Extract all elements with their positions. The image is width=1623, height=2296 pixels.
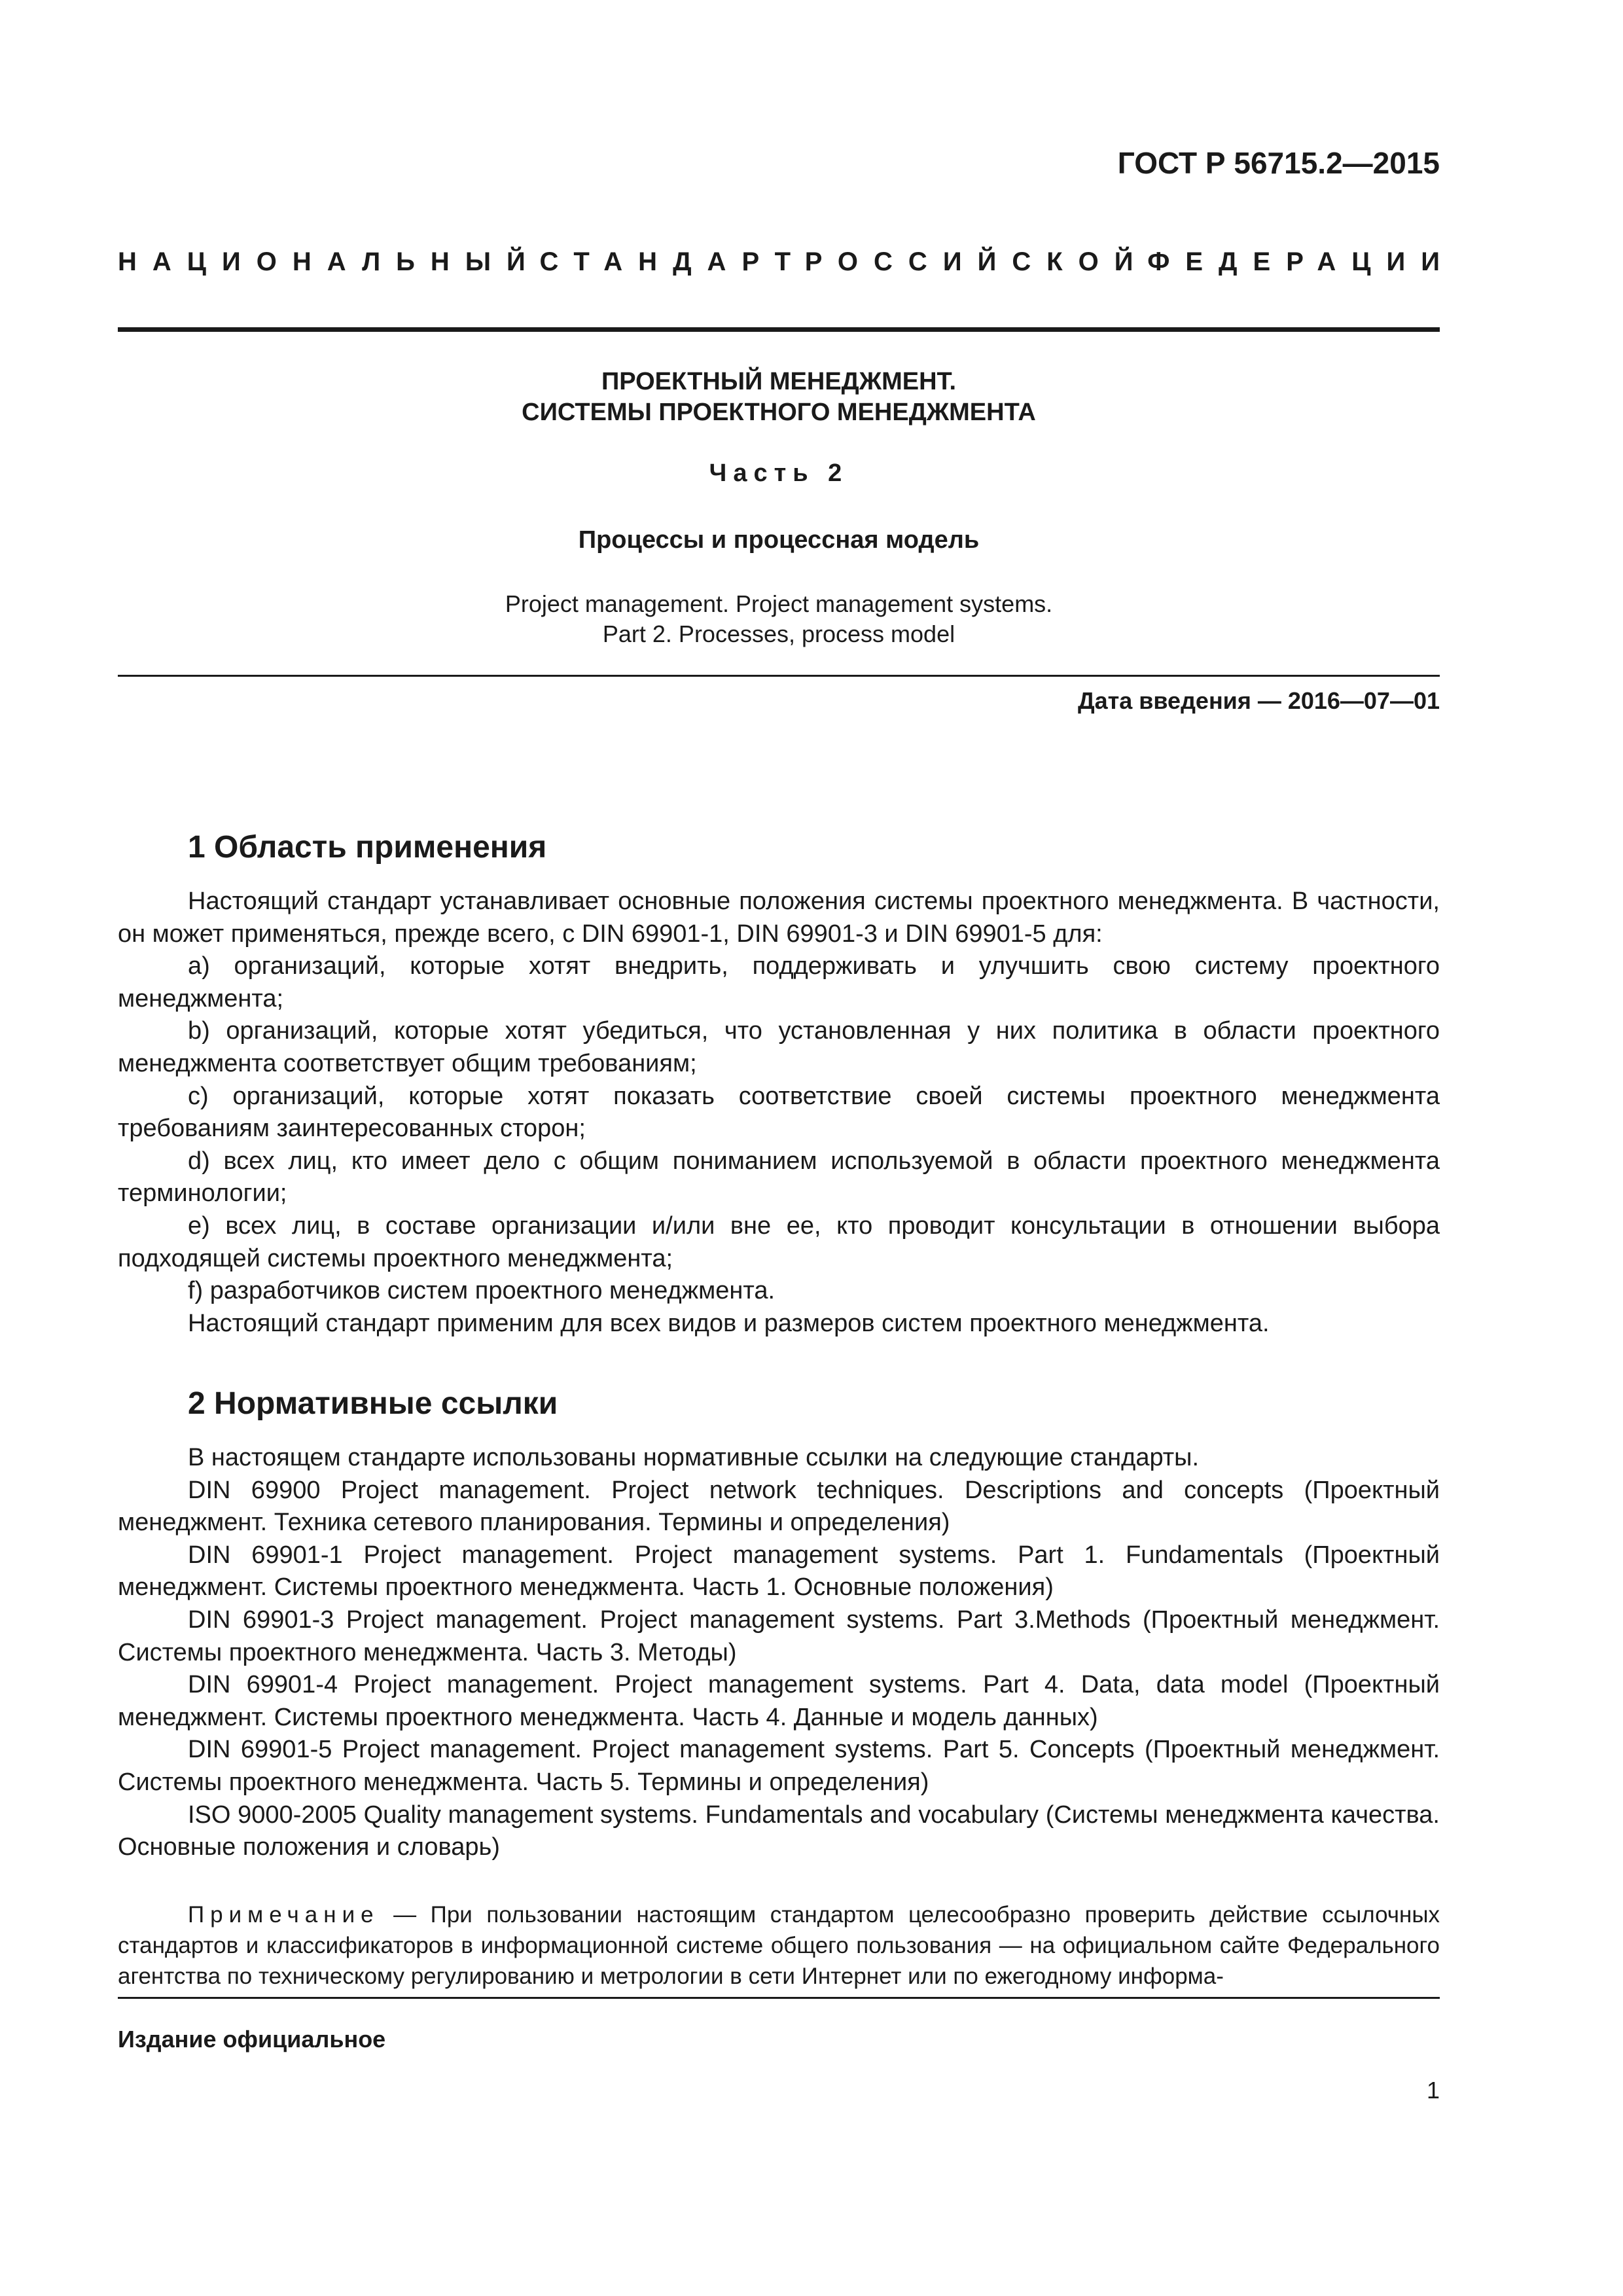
paragraph: Настоящий стандарт устанавливает основные положения системы проектного менеджмента. В частности, он может применяться, прежде всего, с DIN 69901-1, DIN 69901-3 и DIN 69901-5 для: [118,888,1440,948]
section-1-heading: 1 Область применения [188,830,547,865]
subtitle: Процессы и процессная модель [578,526,980,554]
footer-divider [118,1997,1440,1999]
reference-item: DIN 69900 Project management. Project network techniques. Descriptions and concepts (Проектный менеджмент. Техника сетевого планирования. Термины и определения) [118,1476,1440,1537]
paragraph: В настоящем стандарте использованы нормативные ссылки на следующие стандарты. [188,1444,1200,1471]
english-title-line-2: Part 2. Processes, process model [602,620,955,647]
document-code: ГОСТ Р 56715.2—2015 [1117,146,1440,180]
section-2-body [118,1442,1440,1864]
list-item: e) всех лиц, в составе организации и/или вне ее, кто проводит консультации в отношении выбора подходящей системы проектного менеджмента; [118,1211,1440,1272]
section-1-body [118,886,1440,1340]
reference-item: ISO 9000-2005 Quality management systems. Fundamentals and vocabulary (Системы менеджмента качества. Основные положения и словарь) [118,1801,1440,1861]
title-line-1: ПРОЕКТНЫЙ МЕНЕДЖМЕНТ. [601,368,957,395]
list-item: b) организаций, которые хотят убедиться, что установленная у них политика в области проектного менеджмента соответствует общим требованиям; [118,1017,1440,1077]
page-number: 1 [1426,2077,1440,2104]
list-item: f) разработчиков систем проектного менеджмента. [188,1277,776,1305]
part-label: Часть 2 [709,459,849,487]
list-item: c) организаций, которые хотят показать соответствие своей системы проектного менеджмента требованиям заинтересованных сторон; [118,1082,1440,1143]
introduction-date: Дата введения — 2016—07—01 [1077,687,1440,714]
banner-word: ФЕДЕРАЦИИ [1147,247,1455,276]
list-item: a) организаций, которые хотят внедрить, поддерживать и улучшить свою систему проектного менеджмента; [118,952,1440,1013]
note-text: — При пользовании настоящим стандартом целесообразно проверить действие ссылочных стандартов и классификаторов в информационной системе общего пользования — на официальном сайте Федерального агентства по техническому регулированию и метрологии в сети Интернет или по ежегодному информа- [118,1902,1440,1989]
reference-item: DIN 69901-1 Project management. Project management systems. Part 1. Fundamentals (Проектный менеджмент. Системы проектного менеджмента. Часть 1. Основные положения) [118,1541,1440,1602]
title-divider [118,675,1440,677]
section-2-heading: 2 Нормативные ссылки [188,1386,558,1421]
note-label: Примечание [188,1902,380,1928]
list-item: d) всех лиц, кто имеет дело с общим пониманием используемой в области проектного менеджмента терминологии; [118,1147,1440,1208]
reference-item: DIN 69901-5 Project management. Project management systems. Part 5. Concepts (Проектный менеджмент. Системы проектного менеджмента. Часть 5. Термины и определения) [118,1736,1440,1796]
banner-word: НАЦИОНАЛЬНЫЙ [118,247,541,276]
reference-item: DIN 69901-3 Project management. Project management systems. Part 3.Methods (Проектный менеджмент. Системы проектного менеджмента. Часть 3. Методы) [118,1605,1440,1666]
banner-word: РОССИЙСКОЙ [804,247,1149,276]
english-title-line-1: Project management. Project management systems. [505,590,1053,617]
banner-word: СТАНДАРТ [539,247,807,276]
note [118,1899,1440,1992]
edition-label: Издание официальное [118,2026,386,2053]
title-line-2: СИСТЕМЫ ПРОЕКТНОГО МЕНЕДЖМЕНТА [522,399,1036,426]
reference-item: DIN 69901-4 Project management. Project management systems. Part 4. Data, data model (Проектный менеджмент. Системы проектного менеджмента. Часть 4. Данные и модель данных) [118,1671,1440,1731]
national-standard-banner [118,247,1455,277]
paragraph: Настоящий стандарт применим для всех видов и размеров систем проектного менеджмента. [188,1309,1270,1337]
header-divider [118,327,1440,332]
